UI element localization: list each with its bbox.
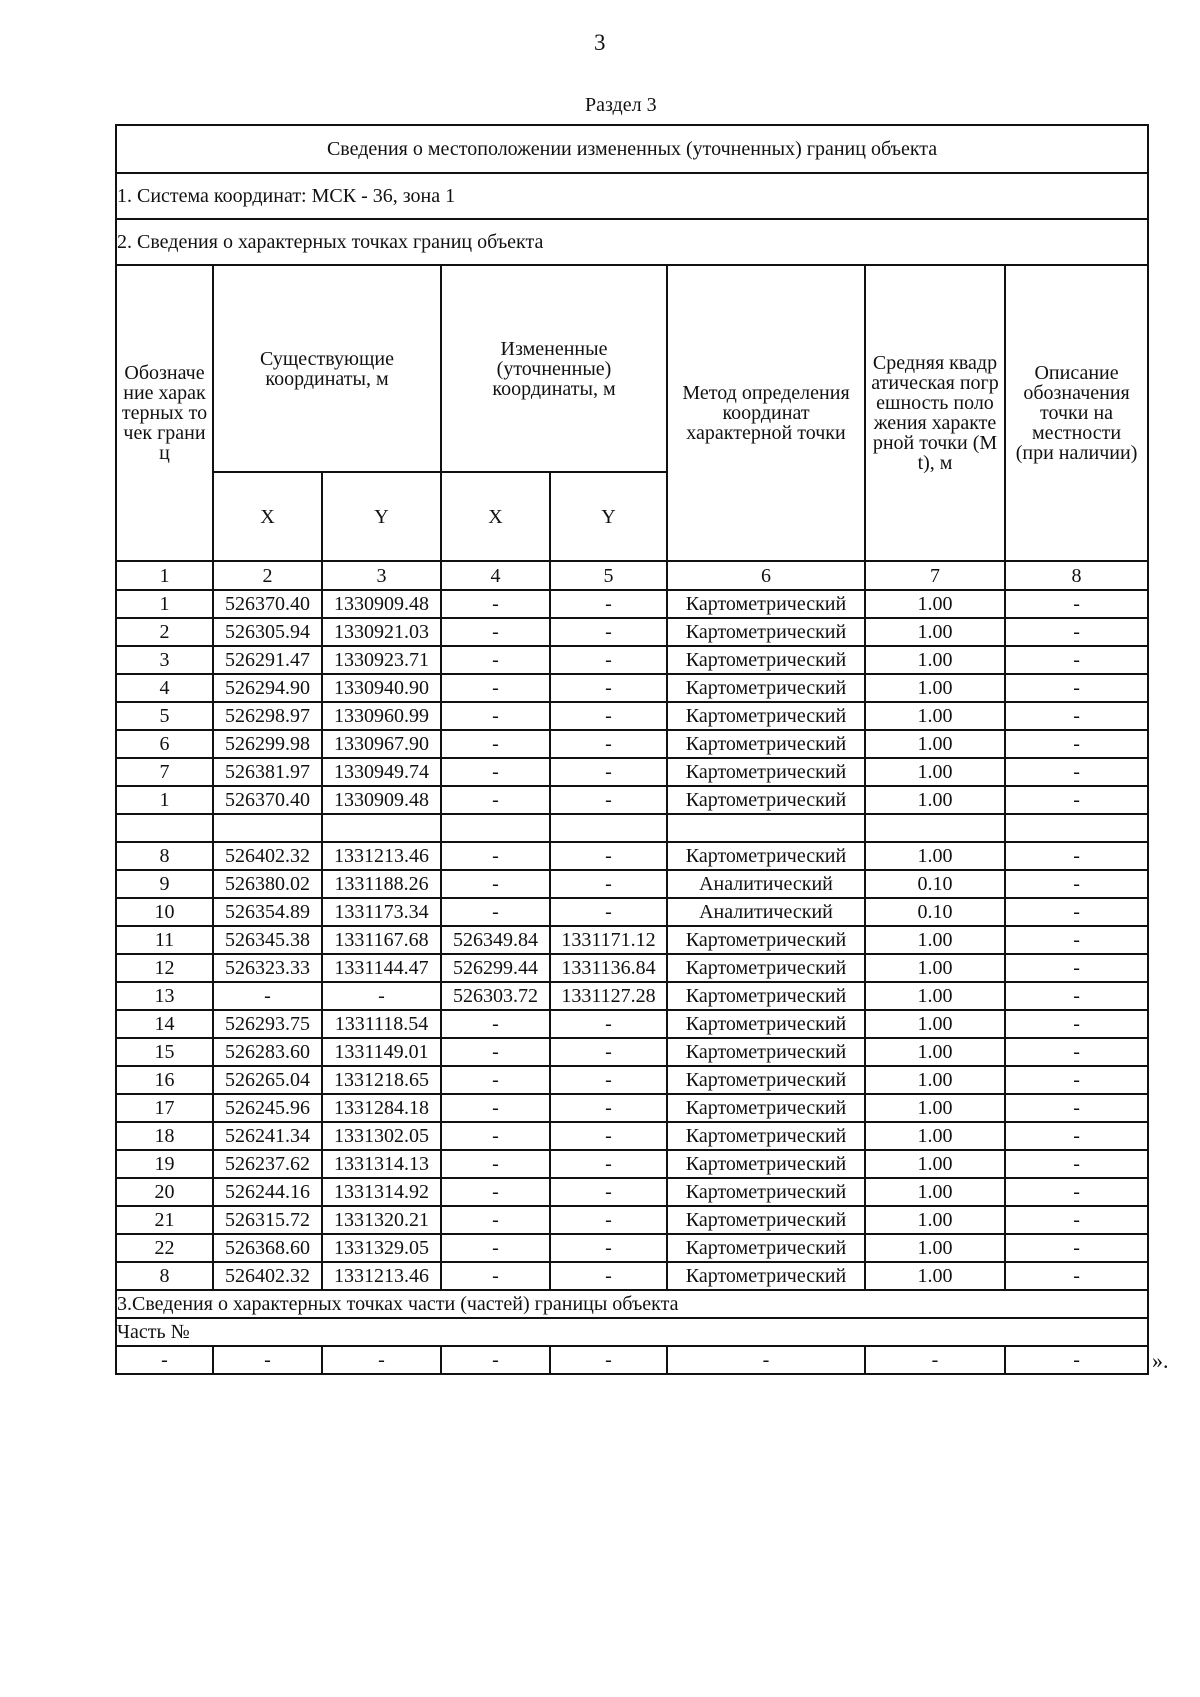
method-cell: Аналитический (667, 870, 865, 898)
changed-x-cell: - (441, 842, 550, 870)
description-cell: - (1005, 786, 1148, 814)
points-heading: 2. Сведения о характерных точках границ объекта (116, 219, 1148, 265)
existing-x-cell: 526299.98 (213, 730, 322, 758)
error-cell: 1.00 (865, 982, 1005, 1010)
method-cell: Картометрический (667, 618, 865, 646)
description-cell: - (1005, 730, 1148, 758)
description-cell: - (1005, 1206, 1148, 1234)
point-id-cell: 7 (116, 758, 213, 786)
changed-y-cell: - (550, 1206, 667, 1234)
existing-y-cell: 1331188.26 (322, 870, 441, 898)
description-cell: - (1005, 674, 1148, 702)
point-id-cell: 18 (116, 1122, 213, 1150)
changed-y-cell: - (550, 1094, 667, 1122)
error-cell (865, 814, 1005, 842)
existing-y-cell: 1331213.46 (322, 842, 441, 870)
table-row (116, 758, 1148, 786)
description-cell: - (1005, 1262, 1148, 1290)
column-number: 3 (322, 561, 441, 590)
changed-y-cell: - (550, 702, 667, 730)
changed-x-cell: - (441, 898, 550, 926)
table-row (116, 1206, 1148, 1234)
error-cell: 1.00 (865, 1122, 1005, 1150)
point-id-cell: 1 (116, 786, 213, 814)
changed-x-cell: 526299.44 (441, 954, 550, 982)
method-cell: Картометрический (667, 982, 865, 1010)
existing-x-cell: 526241.34 (213, 1122, 322, 1150)
changed-y-cell: - (550, 870, 667, 898)
existing-y-cell: 1331314.92 (322, 1178, 441, 1206)
description-cell: - (1005, 1234, 1148, 1262)
column-number: 1 (116, 561, 213, 590)
table-row (116, 646, 1148, 674)
table-row (116, 1038, 1148, 1066)
point-id-cell: 8 (116, 1262, 213, 1290)
header-existing-y: Y (322, 472, 441, 561)
method-cell: Картометрический (667, 1010, 865, 1038)
existing-y-cell: 1331118.54 (322, 1010, 441, 1038)
description-cell: - (1005, 1010, 1148, 1038)
changed-x-cell: - (441, 1122, 550, 1150)
column-number: 2 (213, 561, 322, 590)
changed-y-cell: - (550, 842, 667, 870)
existing-x-cell: 526354.89 (213, 898, 322, 926)
existing-x-cell (213, 814, 322, 842)
changed-x-cell: - (441, 1178, 550, 1206)
changed-x-cell (441, 814, 550, 842)
table-row (116, 1150, 1148, 1178)
existing-x-cell: 526370.40 (213, 786, 322, 814)
description-cell: - (1005, 1150, 1148, 1178)
existing-x-cell: 526323.33 (213, 954, 322, 982)
existing-x-cell: 526305.94 (213, 618, 322, 646)
description-cell: - (1005, 1122, 1148, 1150)
changed-y-cell: - (550, 646, 667, 674)
point-id-cell: 21 (116, 1206, 213, 1234)
point-id-cell: 3 (116, 646, 213, 674)
error-cell: 1.00 (865, 674, 1005, 702)
method-cell: Картометрический (667, 1206, 865, 1234)
error-cell: 1.00 (865, 1010, 1005, 1038)
description-cell: - (1005, 618, 1148, 646)
changed-x-cell: 526303.72 (441, 982, 550, 1010)
error-cell: 1.00 (865, 590, 1005, 618)
parts-cell: - (550, 1346, 667, 1374)
table-row (116, 618, 1148, 646)
changed-y-cell: - (550, 1066, 667, 1094)
existing-y-cell: 1331329.05 (322, 1234, 441, 1262)
header-existing: Существующие координаты, м (213, 265, 441, 472)
existing-y-cell: 1330909.48 (322, 590, 441, 618)
changed-x-cell: - (441, 786, 550, 814)
point-id-cell: 10 (116, 898, 213, 926)
table-title: Сведения о местоположении измененных (уточненных) границ объекта (116, 125, 1148, 173)
changed-y-cell: - (550, 758, 667, 786)
boundary-table (115, 124, 1149, 1375)
method-cell: Картометрический (667, 1178, 865, 1206)
changed-y-cell: - (550, 1010, 667, 1038)
method-cell: Картометрический (667, 590, 865, 618)
method-cell: Картометрический (667, 1234, 865, 1262)
changed-x-cell: 526349.84 (441, 926, 550, 954)
table-row (116, 1178, 1148, 1206)
description-cell: - (1005, 646, 1148, 674)
point-id-cell: 12 (116, 954, 213, 982)
description-cell: - (1005, 1066, 1148, 1094)
table-row (116, 590, 1148, 618)
existing-x-cell: 526291.47 (213, 646, 322, 674)
existing-x-cell: 526381.97 (213, 758, 322, 786)
coord-system: 1. Система координат: МСК - 36, зона 1 (116, 173, 1148, 219)
column-number: 8 (1005, 561, 1148, 590)
table-row (116, 1262, 1148, 1290)
table-row (116, 898, 1148, 926)
changed-x-cell: - (441, 758, 550, 786)
error-cell: 1.00 (865, 926, 1005, 954)
header-changed: Измененные (уточненные) координаты, м (441, 265, 667, 472)
table-row (116, 870, 1148, 898)
changed-x-cell: - (441, 702, 550, 730)
existing-y-cell: 1331314.13 (322, 1150, 441, 1178)
changed-y-cell: 1331127.28 (550, 982, 667, 1010)
changed-x-cell: - (441, 646, 550, 674)
existing-y-cell: 1330940.90 (322, 674, 441, 702)
method-cell: Картометрический (667, 1094, 865, 1122)
existing-x-cell: 526294.90 (213, 674, 322, 702)
table-row (116, 954, 1148, 982)
table-row (116, 1094, 1148, 1122)
existing-x-cell: 526283.60 (213, 1038, 322, 1066)
parts-cell: - (322, 1346, 441, 1374)
method-cell (667, 814, 865, 842)
description-cell (1005, 814, 1148, 842)
method-cell: Картометрический (667, 702, 865, 730)
changed-y-cell: 1331171.12 (550, 926, 667, 954)
point-id-cell: 22 (116, 1234, 213, 1262)
changed-x-cell: - (441, 1206, 550, 1234)
header-error: Средняя квадратическая погрешность положения характерной точки (Mt), м (865, 265, 1005, 561)
existing-y-cell: - (322, 982, 441, 1010)
changed-y-cell (550, 814, 667, 842)
changed-y-cell: - (550, 1122, 667, 1150)
changed-x-cell: - (441, 1010, 550, 1038)
error-cell: 1.00 (865, 1066, 1005, 1094)
changed-y-cell: 1331136.84 (550, 954, 667, 982)
table-row (116, 814, 1148, 842)
method-cell: Картометрический (667, 758, 865, 786)
changed-y-cell: - (550, 1150, 667, 1178)
table-row (116, 786, 1148, 814)
changed-x-cell: - (441, 870, 550, 898)
error-cell: 1.00 (865, 702, 1005, 730)
closing-quote: ». (1152, 1348, 1169, 1373)
description-cell: - (1005, 758, 1148, 786)
method-cell: Аналитический (667, 898, 865, 926)
existing-x-cell: - (213, 982, 322, 1010)
description-cell: - (1005, 590, 1148, 618)
method-cell: Картометрический (667, 786, 865, 814)
existing-y-cell: 1330921.03 (322, 618, 441, 646)
parts-heading: 3.Сведения о характерных точках части (частей) границы объекта (116, 1290, 1148, 1318)
existing-x-cell: 526380.02 (213, 870, 322, 898)
parts-cell: - (213, 1346, 322, 1374)
description-cell: - (1005, 926, 1148, 954)
changed-y-cell: - (550, 1038, 667, 1066)
existing-y-cell: 1331320.21 (322, 1206, 441, 1234)
table-row (116, 1234, 1148, 1262)
error-cell: 1.00 (865, 758, 1005, 786)
error-cell: 1.00 (865, 1206, 1005, 1234)
description-cell: - (1005, 982, 1148, 1010)
existing-y-cell: 1331167.68 (322, 926, 441, 954)
table-row (116, 1066, 1148, 1094)
changed-x-cell: - (441, 618, 550, 646)
existing-x-cell: 526293.75 (213, 1010, 322, 1038)
point-id-cell: 19 (116, 1150, 213, 1178)
header-method: Метод определения координат характерной точки (667, 265, 865, 561)
method-cell: Картометрический (667, 842, 865, 870)
changed-x-cell: - (441, 1066, 550, 1094)
table-row (116, 730, 1148, 758)
error-cell: 1.00 (865, 842, 1005, 870)
part-number-label: Часть № (116, 1318, 1148, 1346)
point-id-cell: 4 (116, 674, 213, 702)
table-row (116, 1010, 1148, 1038)
changed-x-cell: - (441, 590, 550, 618)
existing-y-cell (322, 814, 441, 842)
method-cell: Картометрический (667, 1066, 865, 1094)
existing-y-cell: 1330923.71 (322, 646, 441, 674)
existing-y-cell: 1331149.01 (322, 1038, 441, 1066)
column-number: 6 (667, 561, 865, 590)
existing-y-cell: 1330967.90 (322, 730, 441, 758)
point-id-cell: 16 (116, 1066, 213, 1094)
point-id-cell: 17 (116, 1094, 213, 1122)
table-row (116, 1122, 1148, 1150)
existing-y-cell: 1330909.48 (322, 786, 441, 814)
table-row (116, 926, 1148, 954)
error-cell: 1.00 (865, 1178, 1005, 1206)
changed-y-cell: - (550, 590, 667, 618)
existing-y-cell: 1331302.05 (322, 1122, 441, 1150)
existing-x-cell: 526244.16 (213, 1178, 322, 1206)
changed-x-cell: - (441, 1150, 550, 1178)
description-cell: - (1005, 954, 1148, 982)
header-designation: Обозначение характерных точек границ (116, 265, 213, 561)
existing-x-cell: 526315.72 (213, 1206, 322, 1234)
header-changed-y: Y (550, 472, 667, 561)
header-changed-x: X (441, 472, 550, 561)
method-cell: Картометрический (667, 1038, 865, 1066)
changed-x-cell: - (441, 1094, 550, 1122)
method-cell: Картометрический (667, 646, 865, 674)
changed-x-cell: - (441, 1038, 550, 1066)
method-cell: Картометрический (667, 674, 865, 702)
error-cell: 1.00 (865, 730, 1005, 758)
point-id-cell: 11 (116, 926, 213, 954)
error-cell: 1.00 (865, 646, 1005, 674)
changed-y-cell: - (550, 786, 667, 814)
point-id-cell: 15 (116, 1038, 213, 1066)
existing-y-cell: 1331213.46 (322, 1262, 441, 1290)
column-numbers-row (116, 561, 1148, 590)
existing-x-cell: 526298.97 (213, 702, 322, 730)
section-label: Раздел 3 (585, 94, 657, 116)
point-id-cell: 8 (116, 842, 213, 870)
existing-x-cell: 526402.32 (213, 842, 322, 870)
point-id-cell: 1 (116, 590, 213, 618)
description-cell: - (1005, 898, 1148, 926)
changed-y-cell: - (550, 618, 667, 646)
table-row (116, 982, 1148, 1010)
changed-y-cell: - (550, 1262, 667, 1290)
point-id-cell: 2 (116, 618, 213, 646)
description-cell: - (1005, 1178, 1148, 1206)
changed-y-cell: - (550, 1178, 667, 1206)
parts-cell: - (116, 1346, 213, 1374)
changed-y-cell: - (550, 730, 667, 758)
existing-y-cell: 1330949.74 (322, 758, 441, 786)
table-row (116, 842, 1148, 870)
existing-x-cell: 526368.60 (213, 1234, 322, 1262)
parts-cell: - (865, 1346, 1005, 1374)
error-cell: 1.00 (865, 1094, 1005, 1122)
existing-y-cell: 1331144.47 (322, 954, 441, 982)
existing-y-cell: 1331218.65 (322, 1066, 441, 1094)
changed-x-cell: - (441, 1262, 550, 1290)
table-row (116, 702, 1148, 730)
column-number: 5 (550, 561, 667, 590)
header-existing-x: X (213, 472, 322, 561)
method-cell: Картометрический (667, 1262, 865, 1290)
existing-x-cell: 526402.32 (213, 1262, 322, 1290)
header-description: Описание обозначения точки на местности (при наличии) (1005, 265, 1148, 561)
point-id-cell: 13 (116, 982, 213, 1010)
error-cell: 1.00 (865, 618, 1005, 646)
existing-x-cell: 526245.96 (213, 1094, 322, 1122)
parts-row (116, 1346, 1148, 1374)
existing-y-cell: 1331284.18 (322, 1094, 441, 1122)
method-cell: Картометрический (667, 1150, 865, 1178)
point-id-cell: 14 (116, 1010, 213, 1038)
method-cell: Картометрический (667, 926, 865, 954)
error-cell: 0.10 (865, 870, 1005, 898)
changed-y-cell: - (550, 1234, 667, 1262)
error-cell: 1.00 (865, 786, 1005, 814)
method-cell: Картометрический (667, 954, 865, 982)
point-id-cell: 9 (116, 870, 213, 898)
point-id-cell: 20 (116, 1178, 213, 1206)
column-number: 4 (441, 561, 550, 590)
point-id-cell: 5 (116, 702, 213, 730)
table-row (116, 674, 1148, 702)
parts-cell: - (1005, 1346, 1148, 1374)
description-cell: - (1005, 1094, 1148, 1122)
description-cell: - (1005, 842, 1148, 870)
description-cell: - (1005, 1038, 1148, 1066)
description-cell: - (1005, 702, 1148, 730)
error-cell: 1.00 (865, 1262, 1005, 1290)
method-cell: Картометрический (667, 1122, 865, 1150)
error-cell: 1.00 (865, 954, 1005, 982)
existing-x-cell: 526237.62 (213, 1150, 322, 1178)
method-cell: Картометрический (667, 730, 865, 758)
parts-cell: - (441, 1346, 550, 1374)
description-cell: - (1005, 870, 1148, 898)
changed-y-cell: - (550, 898, 667, 926)
existing-y-cell: 1331173.34 (322, 898, 441, 926)
error-cell: 1.00 (865, 1150, 1005, 1178)
existing-y-cell: 1330960.99 (322, 702, 441, 730)
column-number: 7 (865, 561, 1005, 590)
error-cell: 0.10 (865, 898, 1005, 926)
error-cell: 1.00 (865, 1234, 1005, 1262)
changed-x-cell: - (441, 674, 550, 702)
existing-x-cell: 526345.38 (213, 926, 322, 954)
parts-cell: - (667, 1346, 865, 1374)
point-id-cell (116, 814, 213, 842)
changed-x-cell: - (441, 1234, 550, 1262)
changed-y-cell: - (550, 674, 667, 702)
changed-x-cell: - (441, 730, 550, 758)
existing-x-cell: 526265.04 (213, 1066, 322, 1094)
existing-x-cell: 526370.40 (213, 590, 322, 618)
point-id-cell: 6 (116, 730, 213, 758)
error-cell: 1.00 (865, 1038, 1005, 1066)
